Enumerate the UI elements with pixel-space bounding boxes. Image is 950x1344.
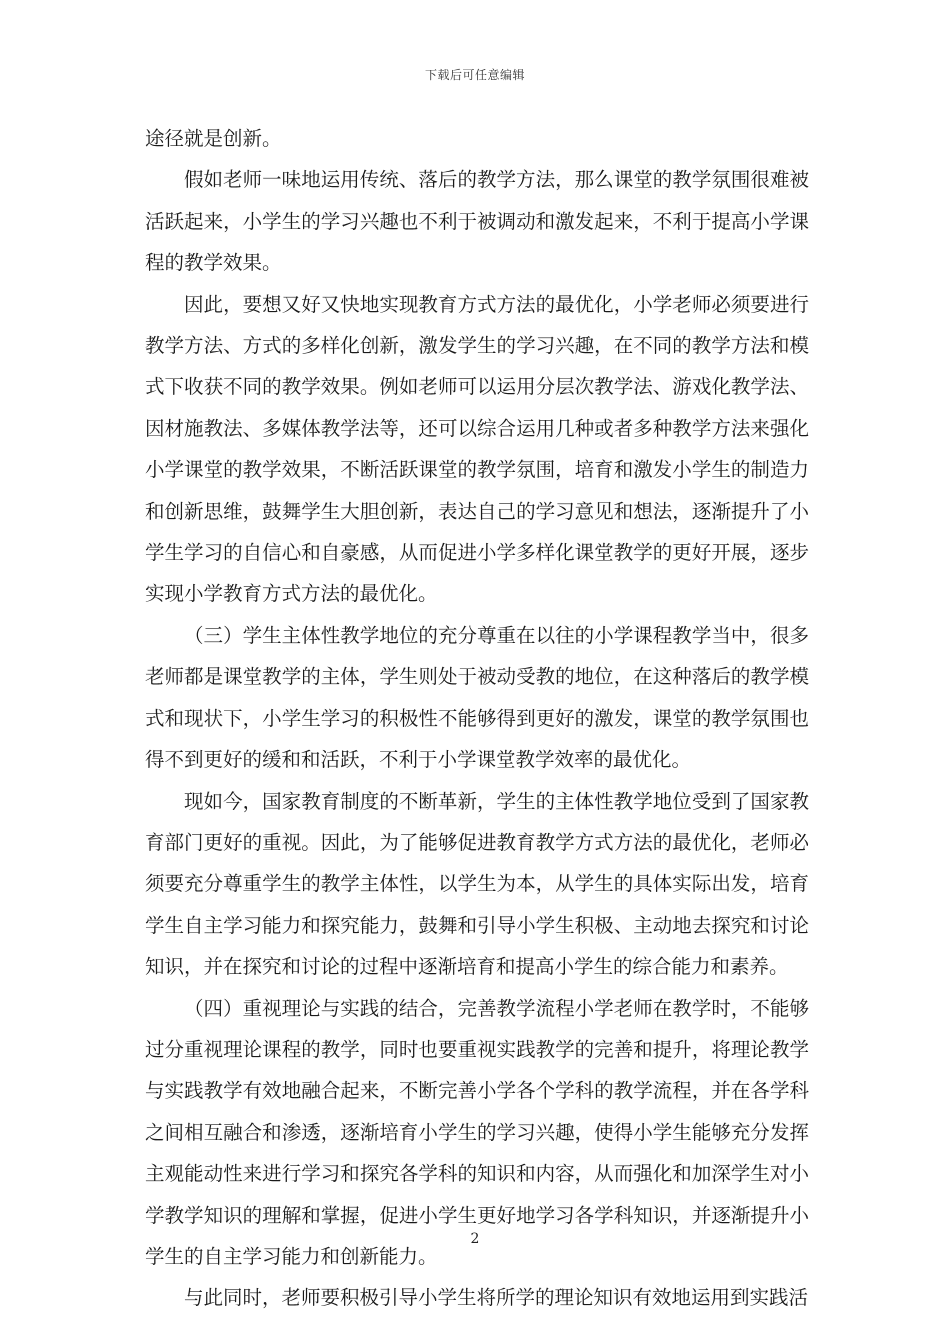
paragraph: 假如老师一味地运用传统、落后的教学方法，那么课堂的教学氛围很难被活跃起来，小学生的学习兴趣也不利于被调动和激发起来，不利于提高小学课程的教学效果。 — [145, 168, 809, 275]
paragraph-continuation: 途径就是创新。 — [145, 127, 282, 150]
page-number: 2 — [470, 1231, 480, 1247]
paragraph: 与此同时，老师要积极引导小学生将所学的理论知识有效地运用到实践活 — [184, 1286, 809, 1310]
page-header: 下载后可任意编辑 — [424, 68, 525, 82]
document-body — [145, 118, 809, 1319]
paragraph-section-four: （四）重视理论与实践的结合，完善教学流程小学老师在教学时，不能够过分重视理论课程的教学，同时也要重视实践教学的完善和提升，将理论教学与实践教学有效地融合起来，不断完善小学各个学科的教学流程，并在各学科之间相互融合和渗透，逐渐培育小学生的学习兴趣，使得小学生能够充分发挥主观能动性来进行学习和探究各学科的知识和内容，从而强化和加深学生对小学教学知识的理解和掌握，促进小学生更好地学习各学科知识，并逐渐提升小学生的自主学习能力和创新能力。 — [145, 996, 809, 1268]
paragraph: 现如今，国家教育制度的不断革新，学生的主体性教学地位受到了国家教育部门更好的重视。因此，为了能够促进教育教学方式方法的最优化，老师必须要充分尊重学生的教学主体性，以学生为本，从学生的具体实际出发，培育学生自主学习能力和探究能力，鼓舞和引导小学生积极、主动地去探究和讨论知识，并在探究和讨论的过程中逐渐培育和提高小学生的综合能力和素养。 — [145, 789, 809, 979]
paragraph: 因此，要想又好又快地实现教育方式方法的最优化，小学老师必须要进行教学方法、方式的多样化创新，激发学生的学习兴趣，在不同的教学方法和模式下收获不同的教学效果。例如老师可以运用分层次教学法、游戏化教学法、因材施教法、多媒体教学法等，还可以综合运用几种或者多种教学方法来强化小学课堂的教学效果，不断活跃课堂的教学氛围，培育和激发小学生的制造力和创新思维，鼓舞学生大胆创新，表达自己的学习意见和想法，逐渐提升了小学生学习的自信心和自豪感，从而促进小学多样化课堂教学的更好开展，逐步实现小学教育方式方法的最优化。 — [145, 292, 809, 606]
paragraph-section-three: （三）学生主体性教学地位的充分尊重在以往的小学课程教学当中，很多老师都是课堂教学的主体，学生则处于被动受教的地位，在这种落后的教学模式和现状下，小学生学习的积极性不能够得到更好的激发，课堂的教学氛围也得不到更好的缓和和活跃，不利于小学课堂教学效率的最优化。 — [145, 623, 809, 772]
